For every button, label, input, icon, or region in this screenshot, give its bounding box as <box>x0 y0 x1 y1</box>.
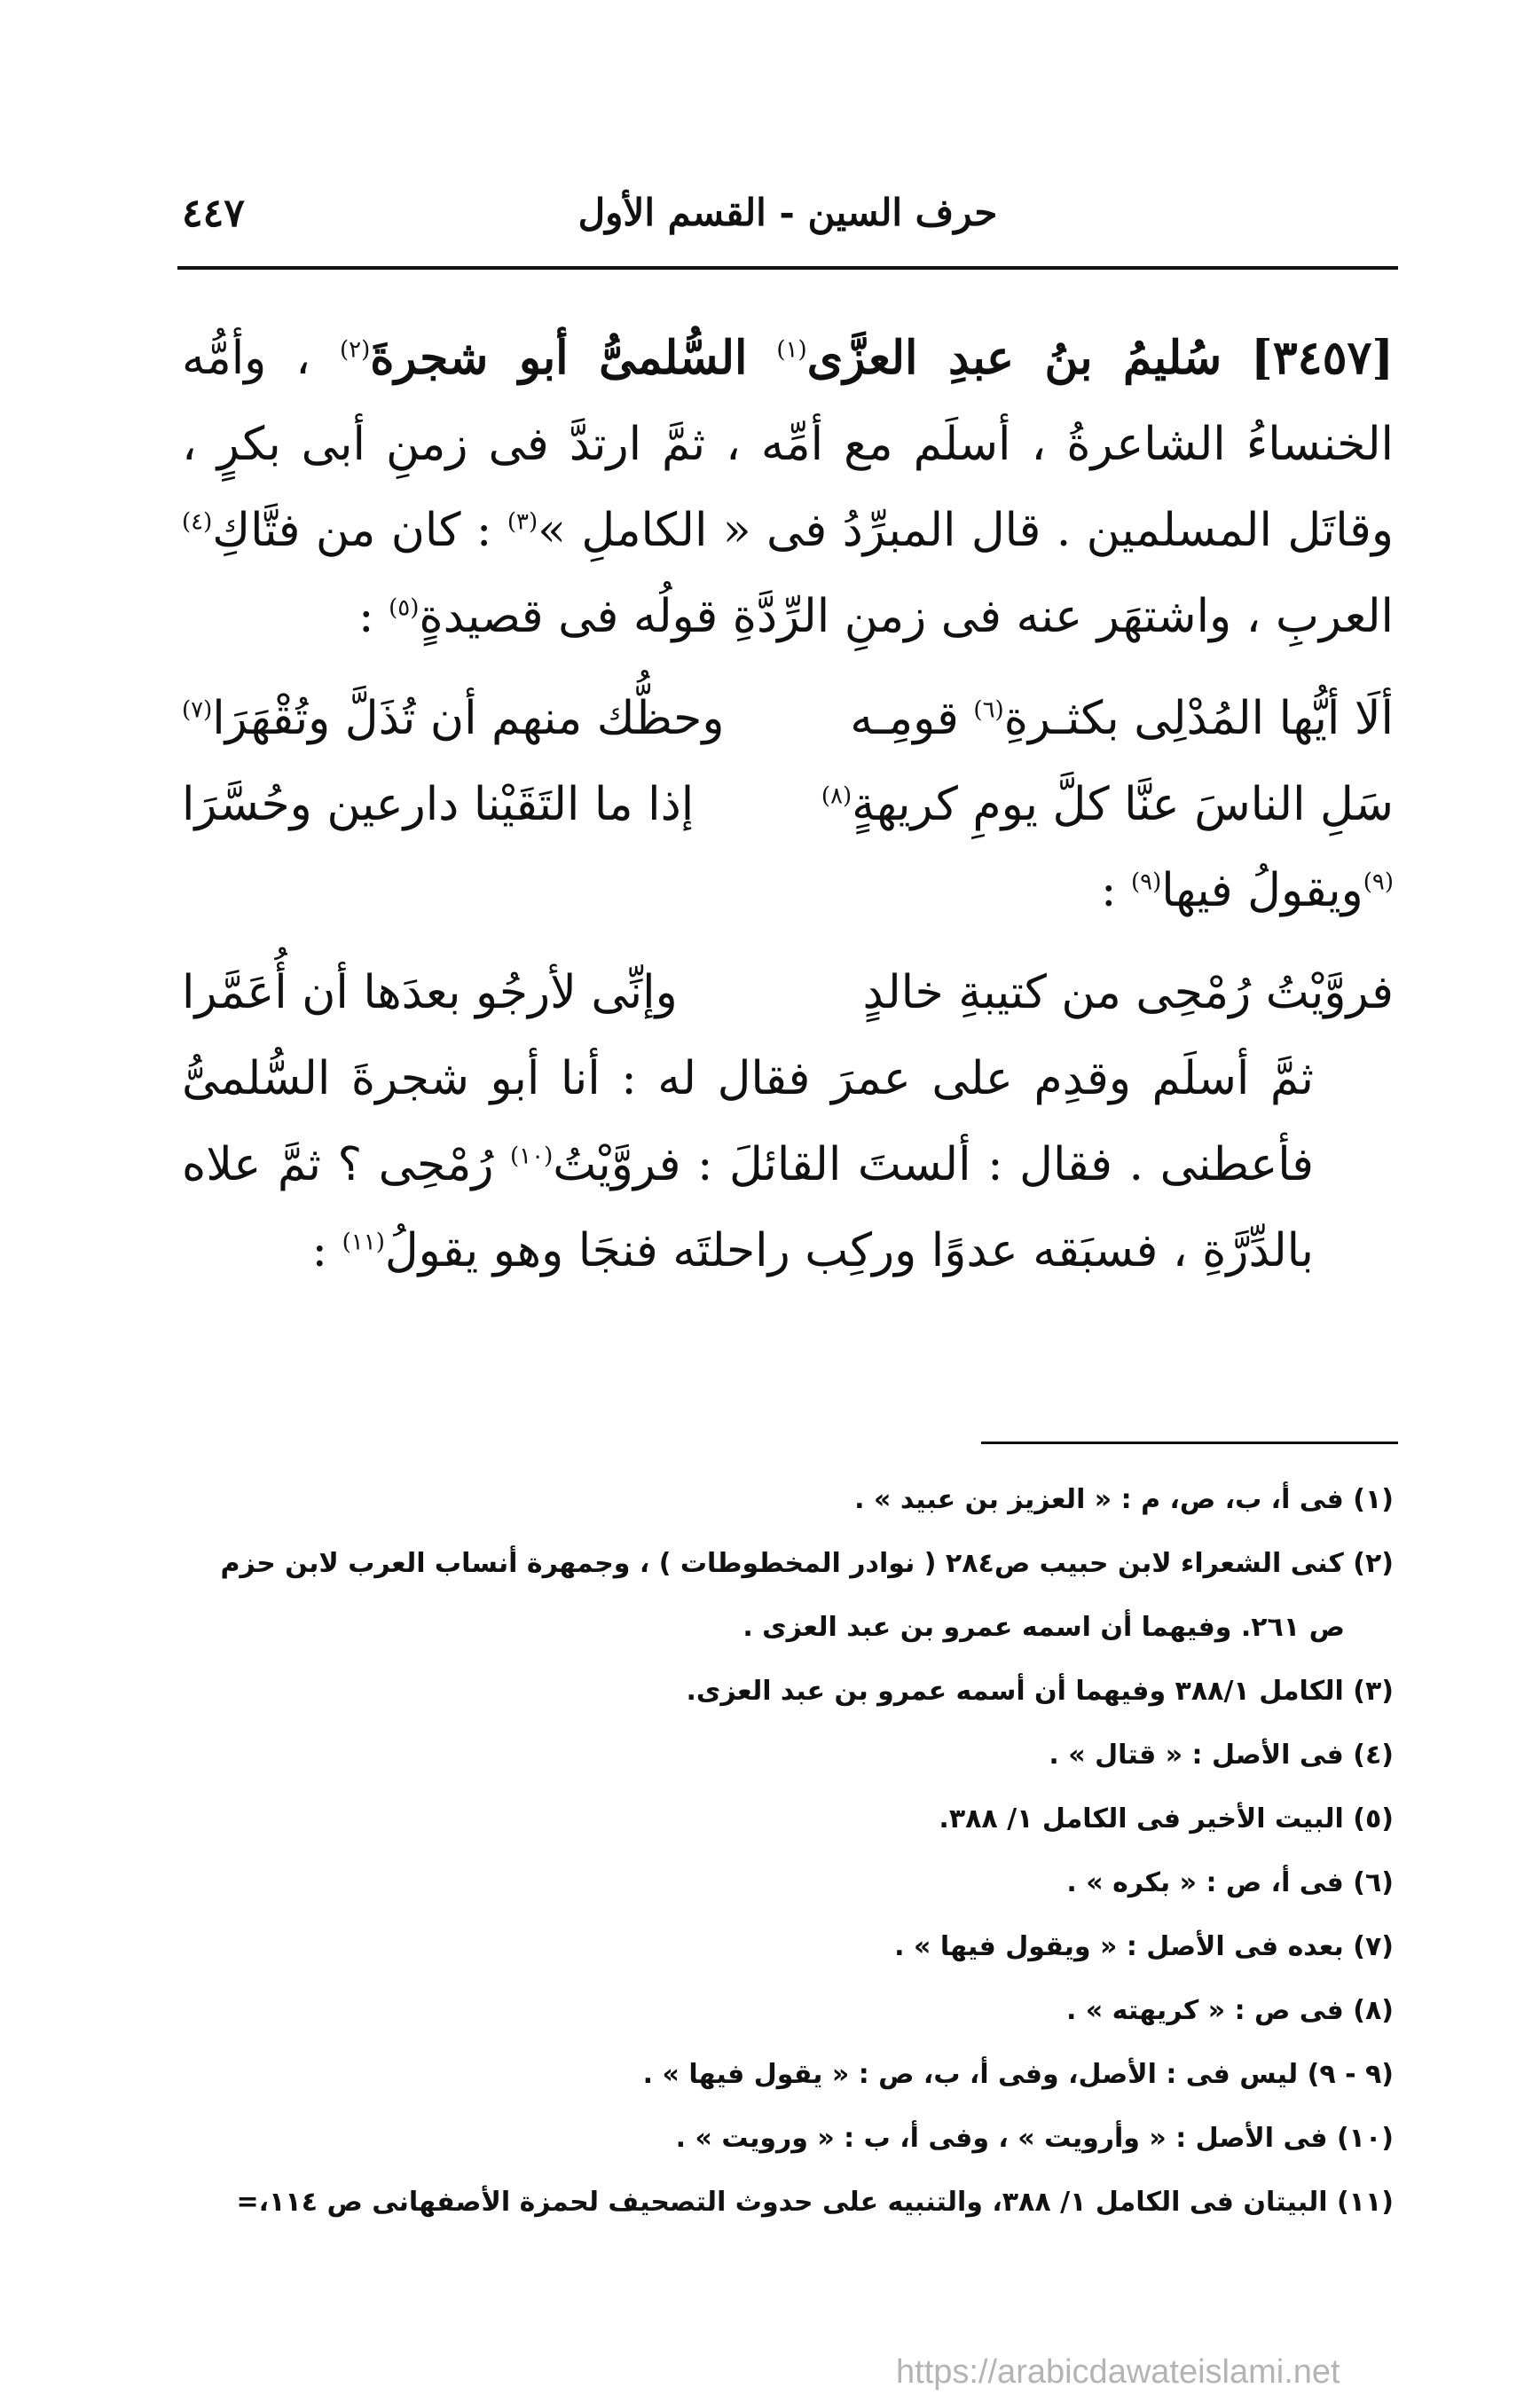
interlude-colon: : <box>1100 864 1117 917</box>
footnote: (٣) الكامل ٣٨٨/١ وفيهما أن أسمه عمرو بن عبد العزى. <box>686 1676 1394 1707</box>
footnote: (١٠) فى الأصل : « وأرويت » ، وفى أ، ب : « ورويت » . <box>675 2123 1394 2154</box>
verse-line <box>182 676 1394 762</box>
verse-hemistich: وإنِّى لأرجُو بعدَها أن أُعَمَّرا <box>182 966 678 1019</box>
watermark-url: https://arabicdawateislami.net <box>896 2353 1340 2391</box>
footnote-ref: (١) <box>776 336 807 364</box>
footnotes <box>177 1468 1394 2235</box>
footnote-ref: (٣) <box>507 508 538 536</box>
closing-text: رُمْحِى ؟ ثمَّ علاه بالدِّرَّةِ ، فسبَقه عدوًا وركِب راحلتَه فنجَا وهو يقولُ <box>182 1138 1314 1277</box>
footnote: (٧) بعده فى الأصل : « ويقول فيها » . <box>894 1931 1394 1962</box>
entry-nisba: السُّلمىُّ أبو شجرةَ <box>370 331 748 385</box>
verse-hemistich <box>821 762 1394 848</box>
entry-text: العربِ ، واشتهَر عنه فى زمنِ الرِّدَّةِ قولُه فى قصيدةٍ <box>419 590 1394 643</box>
footnote-ref: (٢) <box>339 336 371 364</box>
entry-text: ، وأمُّه الخنساءُ الشاعرةُ ، أسلَم مع أمِّه ، ثمَّ ارتدَّ فى زمنِ أبى بكرٍ ، وقاتَل المسلمين . قال المبرِّدُ فى « الكاملِ » <box>182 332 1395 557</box>
footnote: (٦) فى أ، ص : « بكره » . <box>1066 1867 1394 1898</box>
footnote-rule <box>981 1442 1398 1444</box>
closing-text: ثمَّ أسلَم وقدِم على عمرَ فقال له : أنا أبو شجرةَ السُّلمىُّ فأعطنى . فقال : ألستَ القائلَ : فروَّيْتُ <box>182 1052 1314 1191</box>
page-number: ٤٤٧ <box>182 191 245 236</box>
footnote-ref: (٤) <box>182 508 213 536</box>
verse-text: ألَا أيُّها المُدْلِى بكثـرةِ <box>1003 692 1394 745</box>
verse-text: وحظُّك منهم أن تُذَلَّ وتُقْهَرَا <box>212 692 725 745</box>
footnote: (١١) البيتان فى الكامل ١/ ٣٨٨، والتنبيه على حدوث التصحيف لحمزة الأصفهانى ص ١١٤،= <box>236 2187 1394 2218</box>
footnote-ref: (٥) <box>389 594 420 622</box>
header-rule <box>177 266 1398 270</box>
footnote-ref: (٦) <box>973 696 1004 724</box>
main-text <box>182 315 1394 1294</box>
verse-line <box>182 950 1394 1036</box>
footnote-ref: (٨) <box>821 782 852 810</box>
closing-paragraph <box>182 1036 1394 1294</box>
footnote-ref: (٩) <box>1363 868 1394 896</box>
entry-name: سُليمُ بنُ عبدِ العزَّى <box>806 331 1222 385</box>
verse-hemistich: إذا ما التَقَيْنا دارعين وحُسَّرَا <box>182 778 695 831</box>
closing-text: : <box>311 1224 328 1277</box>
verse-line <box>182 762 1394 848</box>
interlude-text: ويقولُ فيها <box>1161 864 1363 917</box>
footnote-ref: (٩) <box>1131 868 1162 896</box>
running-head <box>182 191 1394 253</box>
footnote: (٥) البيت الأخير فى الكامل ١/ ٣٨٨. <box>939 1803 1394 1834</box>
verse-text: قومِـه <box>850 692 959 745</box>
footnote: (٢) كنى الشعراء لابن حبيب ص٢٨٤ ( نوادر المخطوطات ) ، وجمهرة أنساب العرب لابن حزم <box>220 1548 1394 1579</box>
footnote: (٨) فى ص : « كريهته » . <box>1066 1995 1394 2026</box>
entry-paragraph <box>182 315 1394 660</box>
interlude <box>182 848 1394 934</box>
entry-text: : كان من فتَّاكِ <box>212 504 492 557</box>
footnote-continuation: ص ٢٦١. وفيهما أن اسمه عمرو بن عبد العزى . <box>742 1612 1345 1643</box>
verse-hemistich <box>182 676 724 762</box>
entry-number: [٣٤٥٧] <box>1251 331 1395 385</box>
footnote-ref: (١١) <box>342 1229 385 1256</box>
footnote: (١) فى أ، ب، ص، م : « العزيز بن عبيد » . <box>854 1484 1394 1515</box>
section-title: حرف السين - القسم الأول <box>578 191 998 234</box>
footnote-ref: (١٠) <box>510 1143 554 1170</box>
verse-text: سَلِ الناسَ عنَّا كلَّ يومِ كريهةٍ <box>852 778 1394 831</box>
footnote: (٩ - ٩) ليس فى : الأصل، وفى أ، ب، ص : « يقول فيها » . <box>642 2059 1394 2090</box>
entry-text: : <box>358 590 374 643</box>
footnote: (٤) فى الأصل : « قتال » . <box>1049 1740 1394 1771</box>
footnote-ref: (٧) <box>182 696 213 724</box>
verse-hemistich: فروَّيْتُ رُمْحِى من كتيبةِ خالدٍ <box>862 966 1394 1019</box>
verse-hemistich <box>850 676 1394 762</box>
